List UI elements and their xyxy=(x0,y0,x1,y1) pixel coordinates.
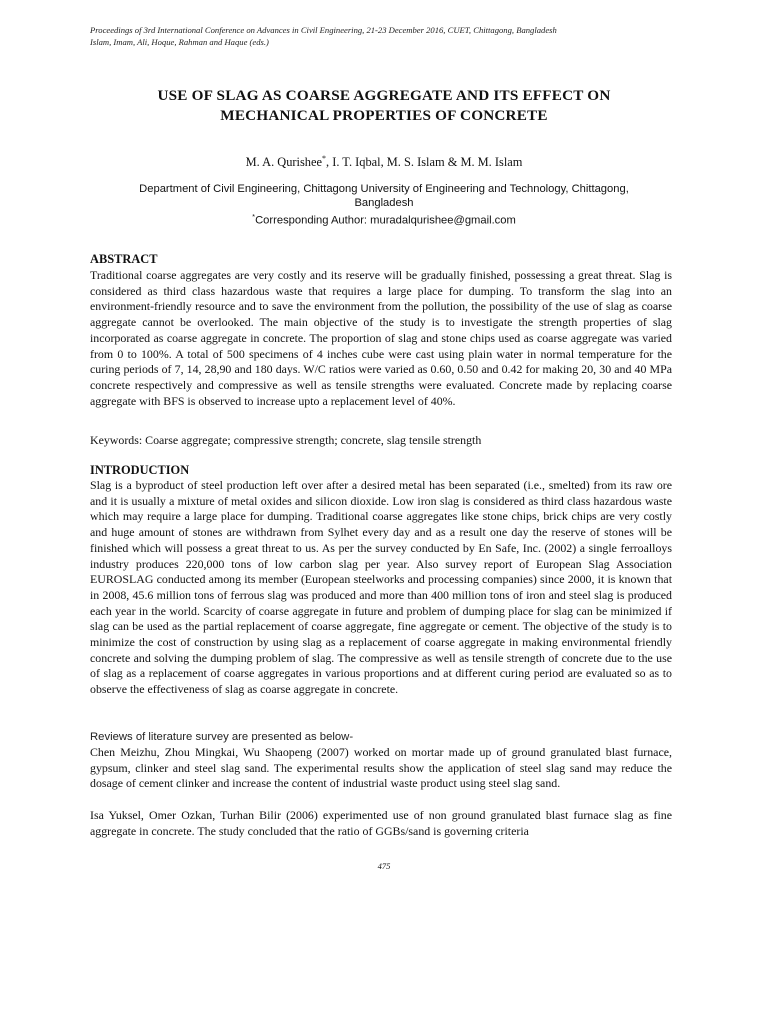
corresponding-author xyxy=(100,210,668,228)
affiliation xyxy=(100,182,668,228)
editors-line: Islam, Imam, Ali, Hoque, Rahman and Haque (eds.) xyxy=(90,36,269,47)
first-author: M. A. Qurishee xyxy=(245,155,322,170)
affiliation-line-1: Department of Civil Engineering, Chittagong University of Engineering and Technology, Chittagong, xyxy=(139,183,629,195)
corresponding-author-email: Corresponding Author: muradalqurishee@gmail.com xyxy=(255,215,516,228)
page-number: 475 xyxy=(377,861,391,871)
affiliation-line-2: Bangladesh xyxy=(354,197,414,210)
introduction-text: Slag is a byproduct of steel production left over after a desired metal has been separated (i.e., smelted) from its raw ore and it is usually a mixture of metal oxides and silicon dioxide. Low iron slag is considered as third class hazardous waste which may require a large place for dumping. Traditional coarse aggregates like stone chips, brick chips are very costly and huge amount of stones are withdrawn from Sylhet every day and as a result one day the reserve of stones will be finished which will possess a great threat to us. As per the survey conducted by En Safe, Inc. (2002) a single ferroalloys industry produces 220,000 tons of low carbon slag per year. Also survey report of European Slag Association EUROSLAG conducted among its member (European steelworks and processing companies) since 2000, it is known that in 2008, 45.6 million tons of ferrous slag was produced and more than 400 million tons of iron and steel slag is produced each year in the world. Scarcity of coarse aggregate in future and problem of dumping place for slag can be minimized if slag can be used as the partial replacement of coarse aggregate, fine aggregate or cement. The objective of the study is to minimize the cost of construction by using slag as a replacement of coarse aggregate in making environmental friendly concrete and solving the dumping problem of slag. The compressive as well as tensile strength of concrete due to the use of slag as a replacement of coarse aggregates in various proportions and at different curing period are evaluated so as to observe the effectiveness of slag as coarse aggregate in concrete. xyxy=(90,478,672,697)
author-list xyxy=(80,151,688,170)
introduction-heading: INTRODUCTION xyxy=(90,463,190,477)
title-line-1: USE OF SLAG AS COARSE AGGREGATE AND ITS EFFECT ON xyxy=(157,87,611,104)
corresponding-mark: * xyxy=(322,154,326,163)
keywords: Keywords: Coarse aggregate; compressive strength; concrete, slag tensile strength xyxy=(90,433,482,447)
other-authors: , I. T. Iqbal, M. S. Islam & M. M. Islam xyxy=(326,155,523,170)
review-item-1: Chen Meizhu, Zhou Mingkai, Wu Shaopeng (2007) worked on mortar made up of ground granulated blast furnace, gypsum, clinker and steel slag sand. The experimental results show the application of steel slag sand may reduce the dosage of cement clinker and increase the content of industrial waste product using steel slag sand. xyxy=(90,745,672,791)
reviews-lead: Reviews of literature survey are presented as below- xyxy=(90,731,354,743)
proceedings-line: Proceedings of 3rd International Conference on Advances in Civil Engineering, 21-23 December 2016, CUET, Chittagong, Bangladesh xyxy=(90,25,557,35)
title-line-2: MECHANICAL PROPERTIES OF CONCRETE xyxy=(220,106,548,124)
paper-title xyxy=(80,86,688,125)
abstract-heading: ABSTRACT xyxy=(90,252,158,266)
proceedings-header xyxy=(90,25,690,48)
corresponding-author-mark: * xyxy=(252,212,256,222)
abstract-text: Traditional coarse aggregates are very costly and its reserve will be gradually finished, possessing a great threat. Slag is considered as third class hazardous waste that requires a large place for dumping. To transform the slag into an environment-friendly resource and to save the environment from the pollution, the possibility of the use of slag as coarse aggregate cannot be overlooked. The main objective of the study is to investigate the strength properties of slag incorporated as coarse aggregate in concrete. The proportion of slag and stone chips used as coarse aggregate was varied from 0 to 100%. A total of 500 specimens of 4 inches cube were cast using plain water in normal temperature for the curing periods of 7, 14, 28,90 and 180 days. W/C ratios were varied as 0.60, 0.50 and 0.42 for making 20, 30 and 40 MPa concrete respectively and compressive as well as tensile strengths were evaluated. Concrete made by replacing coarse aggregate with BFS is observed to increase upto a replacement level of 40%. xyxy=(90,268,672,408)
review-item-2: Isa Yuksel, Omer Ozkan, Turhan Bilir (2006) experimented use of non ground granulated blast furnace slag as fine aggregate in concrete. The study concluded that the ratio of GGBs/sand is governing criteria xyxy=(90,808,672,838)
